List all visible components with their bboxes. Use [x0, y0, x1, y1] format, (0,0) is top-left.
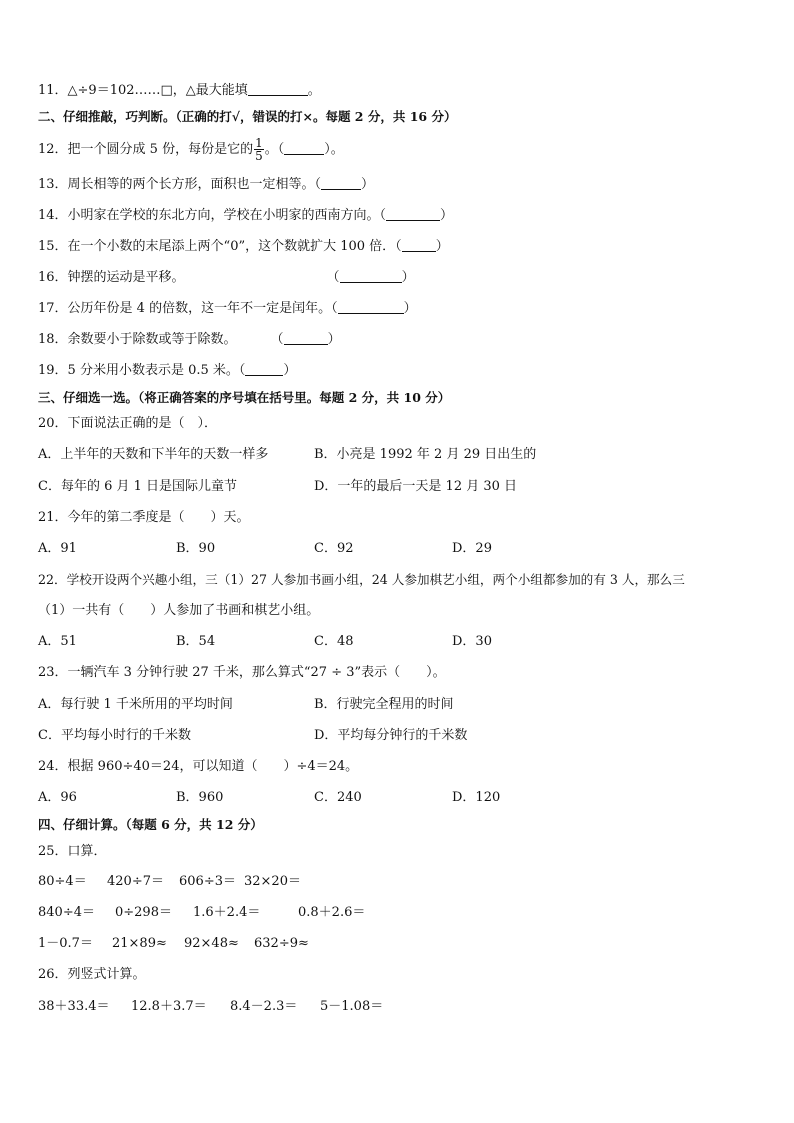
question-15	[38, 238, 449, 256]
question-20-stem: 20．下面说法正确的是（ ）．	[38, 416, 218, 431]
calc-item: 420÷7＝	[107, 874, 164, 889]
question-11-end: 。	[307, 83, 321, 98]
question-22-option-a[interactable]: A．51	[38, 634, 77, 649]
calc-item: 1.6＋2.4＝	[193, 905, 261, 920]
question-19	[38, 362, 296, 380]
question-16-text: 16．钟摆的运动是平移。	[38, 270, 185, 285]
answer-blank[interactable]	[402, 238, 436, 252]
question-25-stem: 25．口算．	[38, 844, 107, 859]
question-14	[38, 207, 453, 225]
fraction-one-fifth	[254, 137, 264, 162]
calc-item: 38＋33.4＝	[38, 999, 110, 1014]
question-17-paren-close: ）	[403, 301, 417, 316]
question-20-option-c[interactable]: C．每年的 6 月 1 日是国际儿童节	[38, 479, 238, 494]
question-24-option-d[interactable]: D．120	[452, 790, 501, 805]
question-24-option-a[interactable]: A．96	[38, 790, 77, 805]
answer-blank[interactable]	[284, 141, 324, 155]
answer-blank[interactable]	[321, 176, 361, 190]
question-22-option-c[interactable]: C．48	[314, 634, 354, 649]
question-15-paren-close: ）	[435, 239, 449, 254]
question-23-option-a[interactable]: A．每行驶 1 千米所用的平均时间	[38, 697, 233, 712]
question-11	[38, 82, 321, 100]
question-20-option-d[interactable]: D．一年的最后一天是 12 月 30 日	[314, 479, 518, 494]
question-18-text: 18．余数要小于除数或等于除数。	[38, 332, 237, 347]
question-18-paren-open: （	[270, 332, 284, 347]
question-26-stem: 26．列竖式计算。	[38, 967, 146, 982]
question-12	[38, 136, 344, 164]
fraction-denominator: 5	[255, 149, 263, 163]
question-21-option-b[interactable]: B．90	[176, 541, 216, 556]
question-21-option-a[interactable]: A．91	[38, 541, 77, 556]
question-13	[38, 176, 374, 194]
section-4-title: 四、仔细计算。（每题 6 分，共 12 分）	[38, 817, 263, 832]
answer-blank[interactable]	[248, 82, 308, 96]
question-24-option-c[interactable]: C．240	[314, 790, 362, 805]
question-23-option-d[interactable]: D．平均每分钟行的千米数	[314, 728, 468, 743]
fraction-numerator: 1	[255, 136, 263, 150]
question-17	[38, 300, 417, 318]
question-23-stem: 23．一辆汽车 3 分钟行驶 27 千米，那么算式“27 ÷ 3”表示（ ）。	[38, 665, 446, 680]
question-19-text: 19．5 分米用小数表示是 0.5 米。（	[38, 363, 246, 378]
question-22-option-d[interactable]: D．30	[452, 634, 492, 649]
calc-item: 1－0.7＝	[38, 936, 93, 951]
question-11-text: 11．△÷9＝102……□，△最大能填	[38, 83, 248, 98]
answer-blank[interactable]	[386, 207, 440, 221]
calc-item: 8.4－2.3＝	[230, 999, 298, 1014]
question-16	[38, 269, 415, 287]
question-13-paren-close: ）	[361, 177, 375, 192]
question-15-text: 15．在一个小数的末尾添上两个“0”，这个数就扩大 100 倍．（	[38, 239, 402, 254]
calc-item: 632÷9≈	[254, 936, 309, 951]
question-14-text: 14．小明家在学校的东北方向，学校在小明家的西南方向。（	[38, 208, 387, 223]
calc-item: 840÷4＝	[38, 905, 95, 920]
answer-blank[interactable]	[338, 300, 404, 314]
question-17-text: 17．公历年份是 4 的倍数，这一年不一定是闰年。（	[38, 301, 338, 316]
question-14-paren-close: ）	[440, 208, 454, 223]
question-22-option-b[interactable]: B．54	[176, 634, 216, 649]
question-18	[38, 331, 341, 349]
section-2-title: 二、仔细推敲，巧判断。（正确的打√，错误的打×。每题 2 分，共 16 分）	[38, 109, 457, 124]
question-12-text: 12．把一个圆分成 5 份，每份是它的	[38, 142, 254, 157]
question-13-text: 13．周长相等的两个长方形，面积也一定相等。（	[38, 177, 322, 192]
question-23-option-c[interactable]: C．平均每小时行的千米数	[38, 728, 191, 743]
question-23-option-b[interactable]: B．行驶完全程用的时间	[314, 697, 454, 712]
calc-item: 12.8＋3.7＝	[131, 999, 207, 1014]
question-21-option-d[interactable]: D．29	[452, 541, 492, 556]
calc-item: 32×20＝	[244, 874, 301, 889]
question-12-paren-open: 。（	[264, 142, 285, 157]
calc-item: 5－1.08＝	[320, 999, 384, 1014]
question-22-stem-line-1: 22．学校开设两个兴趣小组，三（1）27 人参加书画小组，24 人参加棋艺小组，两个小组都参加的有 3 人，那么三	[38, 572, 685, 587]
answer-blank[interactable]	[245, 362, 283, 376]
question-24-stem: 24．根据 960÷40＝24，可以知道（ ）÷4＝24。	[38, 759, 359, 774]
calc-item: 80÷4＝	[38, 874, 87, 889]
calc-item: 0.8＋2.6＝	[298, 905, 366, 920]
answer-blank[interactable]	[340, 269, 402, 283]
calc-item: 606÷3＝	[179, 874, 236, 889]
section-3-title: 三、仔细选一选。（将正确答案的序号填在括号里。每题 2 分，共 10 分）	[38, 390, 451, 405]
question-21-stem: 21．今年的第二季度是（ ）天。	[38, 510, 250, 525]
question-20-option-a[interactable]: A．上半年的天数和下半年的天数一样多	[38, 447, 269, 462]
question-19-paren-close: ）	[283, 363, 297, 378]
calc-item: 92×48≈	[184, 936, 239, 951]
question-24-option-b[interactable]: B．960	[176, 790, 224, 805]
question-18-paren-close: ）	[327, 332, 341, 347]
question-20-option-b[interactable]: B．小亮是 1992 年 2 月 29 日出生的	[314, 447, 537, 462]
question-16-paren-open: （	[326, 270, 340, 285]
calc-item: 21×89≈	[112, 936, 167, 951]
question-12-paren-close: ）。	[324, 142, 344, 157]
question-16-paren-close: ）	[401, 270, 415, 285]
question-21-option-c[interactable]: C．92	[314, 541, 354, 556]
calc-item: 0÷298＝	[115, 905, 172, 920]
question-22-stem-line-2: （1）一共有（ ）人参加了书画和棋艺小组。	[38, 603, 320, 618]
answer-blank[interactable]	[284, 331, 328, 345]
